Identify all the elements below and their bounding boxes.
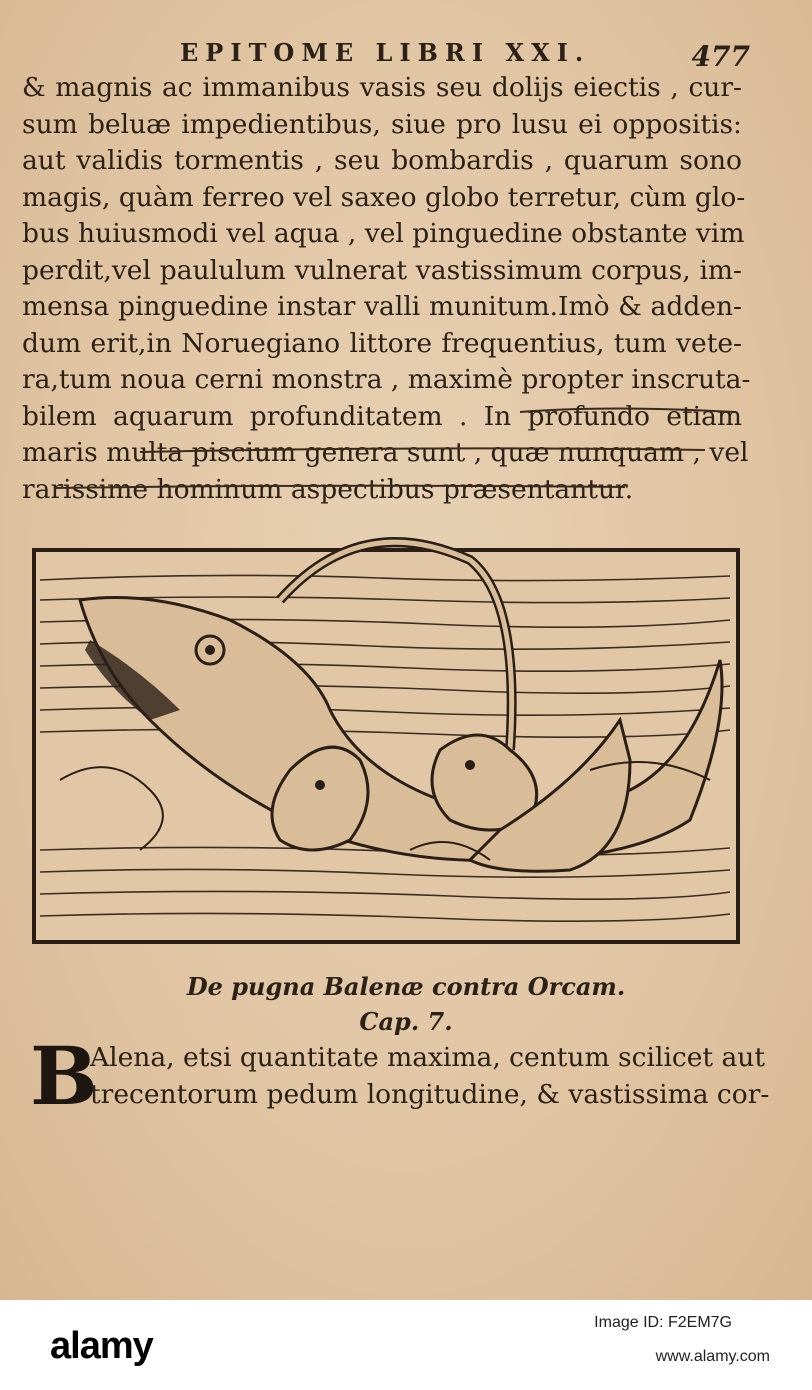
text-line: & magnis ac immanibus vasis seu dolijs eiectis , cur- (22, 72, 742, 103)
text-line: mensa pinguedine instar valli munitum.Imò & adden- (22, 291, 742, 322)
text-line: sum beluæ impedientibus, siue pro lusu ei oppositis: (22, 108, 742, 140)
stock-footer (0, 1300, 812, 1390)
text-line: bus huiusmodi vel aqua , vel pinguedine obstante vim (22, 218, 745, 249)
woodcut-illustration (30, 520, 742, 950)
chapter-paragraph (30, 1029, 770, 1123)
site-url: www.alamy.com (655, 1348, 770, 1365)
running-head: EPITOME LIBRI XXI. (180, 38, 591, 67)
text-line: maris multa piscium genera sunt , quæ nunquam , vel (22, 437, 749, 468)
text-line: magis, quàm ferreo vel saxeo globo terretur, cùm glo- (22, 181, 746, 213)
page-number: 477 (691, 40, 750, 73)
image-id: Image ID: F2EM7G (594, 1314, 732, 1331)
pen-underlines (0, 0, 812, 520)
chapter-number: Cap. 7. (359, 1007, 453, 1036)
text-line: dum erit,in Noruegiano littore frequentius, tum vete- (22, 327, 742, 359)
text-line: rarissime hominum aspectibus præsentantur. (22, 473, 634, 505)
woodcut-whale-orca-icon (30, 520, 742, 950)
text-line: ra,tum noua cerni monstra , maximè propter inscruta- (22, 364, 751, 395)
text-line: trecentorum pedum longitudine, & vastissima cor- (90, 1078, 770, 1110)
alamy-logo: alamy (50, 1325, 153, 1367)
text-line: bilem aquarum profunditatem . In profundo etiam (22, 400, 742, 432)
text-line: aut validis tormentis , seu bombardis , quarum sono (22, 145, 742, 176)
text-line: Alena, etsi quantitate maxima, centum scilicet aut (90, 1042, 766, 1073)
illustration-caption: De pugna Balenæ contra Orcam. (186, 972, 626, 1001)
text-line: perdit,vel paululum vulnerat vastissimum corpus, im- (22, 254, 742, 286)
drop-cap: B (30, 1029, 98, 1123)
